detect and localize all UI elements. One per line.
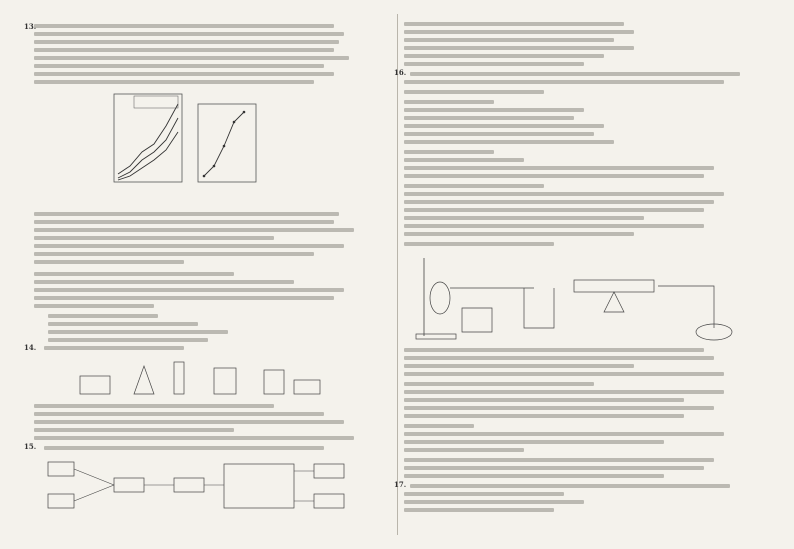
chart2-point (233, 121, 236, 124)
text-line (34, 32, 344, 36)
apparatus-e (264, 370, 284, 394)
text-line (404, 108, 584, 112)
text-line (404, 208, 704, 212)
apparatus-f (294, 380, 320, 394)
text-line (404, 492, 564, 496)
text-line (404, 458, 714, 462)
chart1-frame (114, 94, 182, 182)
burner (604, 292, 624, 312)
flow-box (48, 494, 74, 508)
apparatus-b (134, 366, 154, 394)
text-line (404, 80, 724, 84)
text-line (404, 216, 644, 220)
outlet-tube (658, 286, 714, 328)
text-line (34, 280, 294, 284)
text-line (404, 116, 574, 120)
text-line (34, 428, 234, 432)
text-line (34, 64, 324, 68)
text-line (404, 474, 664, 478)
text-line (404, 398, 684, 402)
flow-arrow (74, 485, 114, 501)
text-line (404, 414, 684, 418)
text-line (404, 132, 594, 136)
line-charts-figure (94, 86, 264, 208)
text-line (48, 322, 198, 326)
text-line (34, 56, 349, 60)
process-flow-diagram (44, 454, 364, 524)
text-line (34, 220, 334, 224)
text-line (404, 140, 614, 144)
text-line (34, 412, 324, 416)
text-line (34, 48, 334, 52)
flow-box (174, 478, 204, 492)
text-line (404, 62, 584, 66)
text-line (48, 338, 208, 342)
question-number: 14. (24, 343, 37, 352)
text-line (404, 440, 664, 444)
text-line (34, 252, 314, 256)
text-line (404, 90, 544, 94)
apparatus-d (214, 368, 236, 394)
text-line (410, 484, 730, 488)
bottle-b (462, 308, 492, 332)
stand-base (416, 334, 456, 339)
text-line (404, 158, 524, 162)
flow-arrow (74, 469, 114, 485)
text-line (34, 24, 334, 28)
text-line (404, 46, 634, 50)
flow-loop-box (224, 464, 294, 508)
flow-box (48, 462, 74, 476)
text-line (404, 124, 604, 128)
text-line (404, 406, 714, 410)
chart2-point (243, 111, 246, 114)
text-line (34, 260, 184, 264)
text-line (404, 200, 714, 204)
chart2-point (213, 165, 216, 168)
question-number: 13. (24, 22, 37, 31)
text-line (404, 364, 634, 368)
text-line (404, 500, 584, 504)
text-line (404, 424, 474, 428)
experiment-apparatus-figure (414, 248, 744, 346)
text-line (404, 30, 634, 34)
flow-box (314, 464, 344, 478)
text-line (48, 330, 228, 334)
text-line (44, 446, 324, 450)
text-line (34, 436, 354, 440)
text-line (34, 80, 314, 84)
text-line (404, 432, 724, 436)
text-line (48, 314, 158, 318)
flow-box (114, 478, 144, 492)
text-line (34, 40, 339, 44)
apparatus-a (80, 376, 110, 394)
text-line (34, 244, 344, 248)
text-line (404, 54, 604, 58)
text-line (34, 296, 334, 300)
text-line (404, 38, 614, 42)
text-line (34, 236, 274, 240)
text-line (404, 232, 634, 236)
chart1-legend (134, 96, 178, 108)
bottle-c (524, 288, 554, 328)
text-line (404, 356, 714, 360)
text-line (44, 346, 184, 350)
text-line (404, 150, 494, 154)
column-divider (397, 14, 398, 535)
text-line (404, 100, 494, 104)
text-line (404, 390, 724, 394)
text-line (404, 448, 524, 452)
apparatus-c (174, 362, 184, 394)
text-line (34, 304, 154, 308)
text-line (404, 466, 704, 470)
text-line (404, 372, 724, 376)
text-line (34, 272, 234, 276)
lab-apparatus-figure (74, 356, 324, 400)
question-number: 17. (394, 480, 407, 489)
text-line (34, 212, 339, 216)
right-column (394, 22, 760, 527)
chart2-point (203, 175, 206, 178)
chart2-frame (198, 104, 256, 182)
question-number: 15. (24, 442, 37, 451)
flow-box (314, 494, 344, 508)
question-number: 16. (394, 68, 407, 77)
text-line (34, 72, 334, 76)
text-line (404, 22, 624, 26)
text-line (404, 382, 594, 386)
text-line (404, 166, 714, 170)
text-line (410, 72, 740, 76)
chart2-line (204, 112, 244, 176)
text-line (404, 184, 544, 188)
text-line (404, 348, 704, 352)
chart2-point (223, 145, 226, 148)
text-line (34, 404, 274, 408)
text-line (404, 242, 554, 246)
flask-a (430, 282, 450, 314)
text-line (404, 224, 704, 228)
reaction-tube (574, 280, 654, 292)
text-line (34, 228, 354, 232)
text-line (404, 192, 724, 196)
text-line (34, 420, 344, 424)
text-line (404, 174, 704, 178)
text-line (404, 508, 554, 512)
text-line (34, 288, 344, 292)
